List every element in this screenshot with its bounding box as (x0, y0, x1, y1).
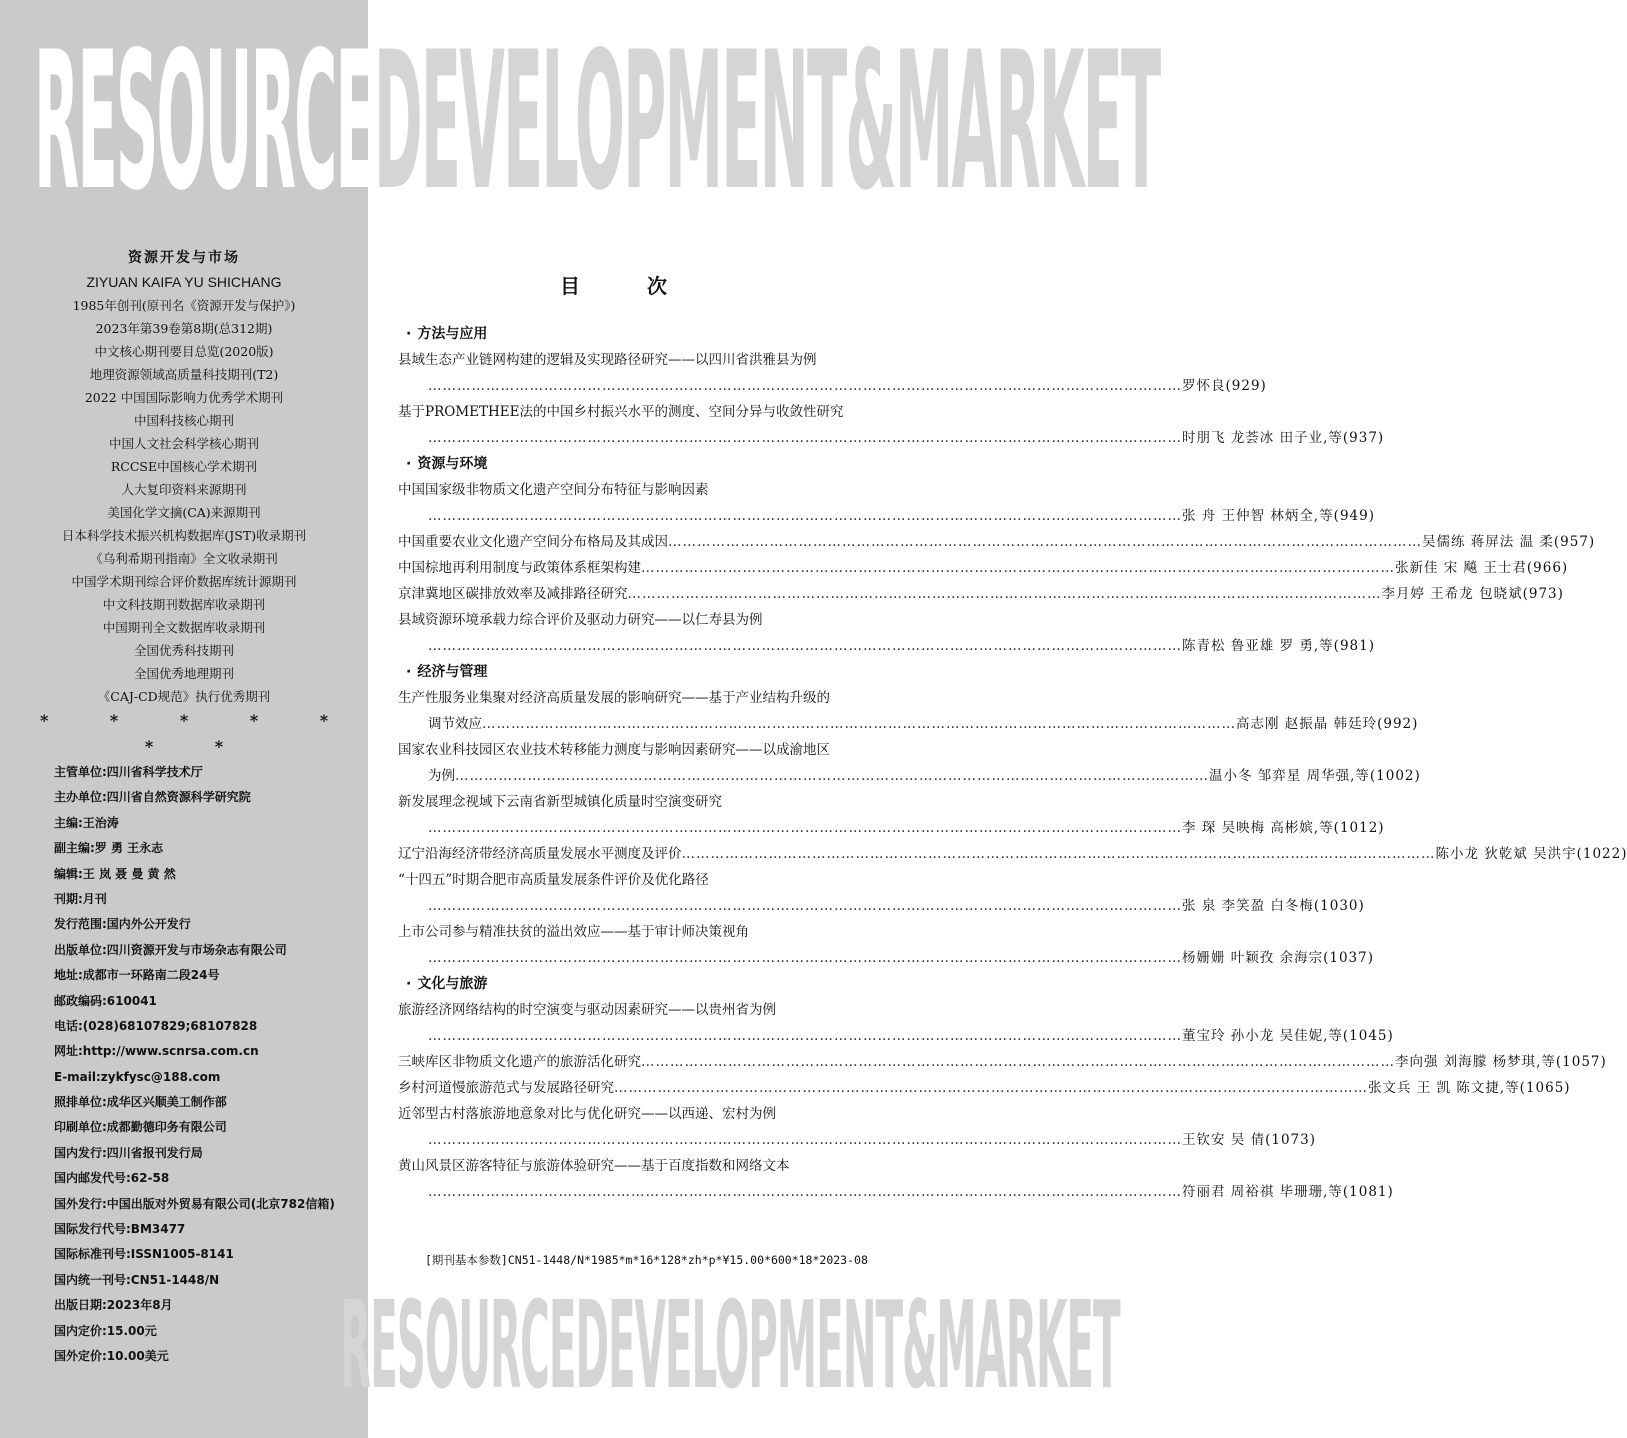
section-name: 经济与管理 (417, 664, 488, 680)
journal-index-line: 全国优秀科技期刊 (133, 643, 234, 658)
article-authors: 杨姗姗 叶颖孜 余海宗 (1182, 950, 1324, 966)
toc-article (398, 581, 1564, 607)
article-title: 旅游经济网络结构的时空演变与驱动因素研究——以贵州省为例 (398, 1002, 776, 1018)
dot-leader (428, 1023, 1182, 1049)
article-authors: 张新佳 宋 飚 王士君 (1395, 560, 1527, 576)
dot-leader (628, 581, 1382, 607)
toc-entry-line (398, 633, 1375, 659)
dot-leader (641, 1049, 1395, 1075)
article-page: (1002) (1369, 768, 1421, 784)
toc-article (398, 685, 1419, 737)
article-authors-page (1182, 425, 1384, 451)
article-authors-page (1382, 581, 1564, 607)
dot-leader (428, 893, 1182, 919)
publication-info-row: 邮政编码:610041 (54, 993, 157, 1008)
article-authors-page (1182, 633, 1375, 659)
article-title: 县域生态产业链网构建的逻辑及实现路径研究——以四川省洪雅县为例 (398, 352, 817, 368)
article-authors: 李 琛 吴映梅 高彬嫔,等 (1182, 820, 1334, 836)
article-authors: 符丽君 周裕祺 毕珊珊,等 (1182, 1184, 1343, 1200)
dot-leader (455, 763, 1209, 789)
article-title: 近邻型古村落旅游地意象对比与优化研究——以西递、宏村为例 (398, 1106, 776, 1122)
toc-entry-line (398, 763, 1421, 789)
article-authors: 张 泉 李笑盈 白冬梅 (1182, 898, 1314, 914)
article-authors-page (1436, 841, 1627, 867)
article-authors-page (1209, 763, 1421, 789)
toc-entry-line (398, 945, 1374, 971)
publication-info-row: 国际发行代号:BM3477 (54, 1222, 186, 1237)
journal-index-line: 中国期刊全文数据库收录期刊 (102, 620, 266, 635)
article-title: 基于PROMETHEE法的中国乡村振兴水平的测度、空间分异与收敛性研究 (398, 404, 844, 420)
publication-info-row: 国际标准刊号:ISSN1005-8141 (54, 1247, 234, 1262)
dot-leader (428, 503, 1182, 529)
publication-info-row: 主办单位:四川省自然资源科学研究院 (54, 790, 251, 805)
toc-article (398, 1075, 1571, 1101)
journal-index-line: 中国人文社会科学核心期刊 (108, 436, 259, 451)
toc-entry-line (398, 555, 1569, 581)
article-title: 三峡库区非物质文化遗产的旅游活化研究 (398, 1054, 641, 1070)
dot-leader (482, 711, 1236, 737)
article-authors-page (1182, 1179, 1394, 1205)
article-page: (973) (1522, 586, 1564, 602)
publication-info-row: 网址:http://www.scnrsa.com.cn (54, 1044, 259, 1059)
bottom-banner (340, 1277, 1120, 1416)
toc-article (398, 529, 1596, 555)
toc-article (398, 477, 1375, 529)
publication-info-row: 印刷单位:成都勤德印务有限公司 (54, 1120, 227, 1135)
dot-leader (668, 529, 1422, 555)
toc-article (398, 1101, 1316, 1153)
toc-entry-line (398, 1023, 1394, 1049)
article-page: (1030) (1313, 898, 1365, 914)
section-bullet: · (406, 976, 412, 992)
publication-info-row: 国内统一刊号:CN51-1448/N (54, 1272, 220, 1287)
article-authors: 董宝玲 孙小龙 吴佳妮,等 (1182, 1028, 1343, 1044)
journal-index-line: 1985年创刊(原刊名《资源开发与保护》) (72, 298, 296, 313)
journal-info (0, 246, 368, 756)
toc-entry-line (398, 1179, 1394, 1205)
article-authors-page (1182, 503, 1375, 529)
toc-entry-line (398, 815, 1385, 841)
journal-index-line: 日本科学技术振兴机构数据库(JST)收录期刊 (61, 528, 307, 543)
dot-leader (428, 373, 1182, 399)
article-authors: 罗怀良 (1182, 378, 1226, 394)
journal-index-line: 全国优秀地理期刊 (133, 666, 234, 681)
toc-article (398, 1153, 1394, 1205)
article-authors: 张 舟 王仲智 林炳全,等 (1182, 508, 1334, 524)
dot-leader (428, 425, 1182, 451)
dot-leader (428, 815, 1182, 841)
publication-info-row: 出版单位:四川资源开发与市场杂志有限公司 (54, 942, 287, 957)
article-authors-page (1395, 1049, 1607, 1075)
publication-info-row: 国外定价:10.00美元 (54, 1348, 169, 1363)
bottom-banner-text: RESOURCEDEVELOPMENT&MARKET (340, 1277, 1120, 1416)
article-page: (1037) (1323, 950, 1374, 966)
article-authors-page (1182, 1023, 1394, 1049)
article-authors-page (1368, 1075, 1571, 1101)
article-authors: 吴儒练 蒋屏法 温 柔 (1422, 534, 1554, 550)
journal-lines (0, 294, 368, 708)
article-title: 为例 (428, 768, 455, 784)
toc-entry-line (398, 529, 1596, 555)
journal-index-line: 《CAJ-CD规范》执行优秀期刊 (97, 689, 271, 704)
article-page: (957) (1553, 534, 1596, 550)
article-authors: 陈青松 鲁亚雄 罗 勇,等 (1182, 638, 1334, 654)
toc-article (398, 555, 1569, 581)
article-page: (1045) (1342, 1028, 1394, 1044)
article-authors-page (1182, 815, 1385, 841)
toc-article (398, 789, 1385, 841)
journal-index-line: 2022 中国国际影响力优秀学术期刊 (84, 390, 284, 405)
dot-leader (428, 633, 1182, 659)
toc-article (398, 737, 1421, 789)
publication-info-row: 国内定价:15.00元 (54, 1323, 157, 1338)
article-page: (1022) (1576, 846, 1627, 862)
article-title: 国家农业科技园区农业技术转移能力测度与影响因素研究——以成渝地区 (398, 742, 830, 758)
journal-index-line: 中国科技核心期刊 (133, 413, 234, 428)
article-title: 县域资源环境承载力综合评价及驱动力研究——以仁寿县为例 (398, 612, 763, 628)
dot-leader (682, 841, 1436, 867)
article-authors-page (1395, 555, 1568, 581)
section-name: 方法与应用 (417, 326, 488, 342)
stars-divider: * * * * * * * (39, 711, 357, 756)
publication-info-row: 编辑:王 岚 聂 曼 黄 然 (54, 866, 176, 881)
section-bullet: · (406, 326, 412, 342)
journal-index-line: RCCSE中国核心学术期刊 (110, 459, 258, 474)
journal-params: [期刊基本参数]CN51-1448/N*1985*m*16*128*zh*p*¥15.00*600*18*2023-08 (425, 1253, 868, 1267)
toc-section-heading (398, 451, 1000, 477)
article-authors-page (1182, 945, 1374, 971)
table-of-contents (398, 321, 1627, 1205)
article-title: 生产性服务业集聚对经济高质量发展的影响研究——基于产业结构升级的 (398, 690, 830, 706)
toc-section-heading (398, 971, 1000, 997)
article-page: (981) (1333, 638, 1375, 654)
article-page: (1073) (1265, 1132, 1316, 1148)
article-title: “十四五”时期合肥市高质量发展条件评价及优化路径 (398, 872, 709, 888)
article-page: (949) (1333, 508, 1375, 524)
publication-info (54, 760, 368, 1369)
section-bullet: · (406, 456, 412, 472)
publication-info-row: 副主编:罗 勇 王永志 (54, 841, 164, 856)
article-authors: 高志刚 赵振晶 韩廷玲 (1236, 716, 1378, 732)
journal-index-line: 人大复印资料来源期刊 (121, 482, 247, 497)
toc-article (398, 607, 1375, 659)
dot-leader (614, 1075, 1368, 1101)
toc-article (398, 1049, 1607, 1075)
article-title: 新发展理念视域下云南省新型城镇化质量时空演变研究 (398, 794, 722, 810)
publication-info-row: 出版日期:2023年8月 (54, 1298, 173, 1313)
publication-info-row: 主编:王治涛 (54, 815, 119, 830)
toc-section-heading (398, 659, 1000, 685)
toc-entry-line (398, 893, 1365, 919)
top-banner (0, 11, 1160, 232)
toc-article (398, 399, 1385, 451)
journal-index-line: 中文核心期刊要目总览(2020版) (94, 344, 274, 359)
journal-index-line: 地理资源领域高质量科技期刊(T2) (89, 367, 279, 382)
toc-article (398, 919, 1374, 971)
toc-entry-line (398, 373, 1267, 399)
toc-entry-line (398, 711, 1419, 737)
toc-article (398, 997, 1394, 1049)
article-authors: 李向强 刘海朦 杨梦琪,等 (1395, 1054, 1556, 1070)
article-title: 辽宁沿海经济带经济高质量发展水平测度及评价 (398, 846, 682, 862)
article-page: (992) (1377, 716, 1419, 732)
section-name: 文化与旅游 (417, 976, 488, 992)
article-title: 黄山风景区游客特征与旅游体验研究——基于百度指数和网络文本 (398, 1158, 790, 1174)
publication-info-row: 电话:(028)68107829;68107828 (54, 1018, 258, 1033)
banner-text-rest: DEVELOPMENT&MARKET (373, 11, 1160, 232)
banner-text (34, 11, 1160, 232)
article-page: (1012) (1333, 820, 1385, 836)
article-authors: 张文兵 王 凯 陈文捷,等 (1368, 1080, 1520, 1096)
publication-info-row: E-mail:zykfysc@188.com (54, 1069, 221, 1084)
article-authors: 陈小龙 狄乾斌 吴洪宇 (1435, 846, 1577, 862)
toc-title: 目 次 (560, 274, 697, 298)
article-page: (1057) (1555, 1054, 1607, 1070)
banner-text-resource: RESOURCE (34, 11, 374, 232)
journal-pinyin: ZIYUAN KAIFA YU SHICHANG (86, 274, 282, 290)
dot-leader (428, 1127, 1182, 1153)
publication-info-row: 地址:成都市一环路南二段24号 (54, 968, 220, 983)
toc-entry-line (398, 1075, 1571, 1101)
article-page: (1081) (1342, 1184, 1394, 1200)
article-authors: 王钦安 吴 倩 (1182, 1132, 1266, 1148)
article-title: 调节效应 (428, 716, 482, 732)
article-authors-page (1182, 1127, 1316, 1153)
toc-entry-line (398, 841, 1627, 867)
journal-index-line: 2023年第39卷第8期(总312期) (95, 321, 273, 336)
publication-info-row: 发行范围:国内外公开发行 (54, 917, 191, 932)
article-authors-page (1236, 711, 1418, 737)
article-page: (937) (1342, 430, 1385, 446)
article-page: (929) (1225, 378, 1267, 394)
publication-info-row: 国外发行:中国出版对外贸易有限公司(北京782信箱) (54, 1196, 335, 1211)
journal-index-line: 美国化学文摘(CA)来源期刊 (107, 505, 261, 520)
publication-info-row: 照排单位:成华区兴顺美工制作部 (54, 1095, 227, 1110)
dot-leader (428, 1179, 1182, 1205)
section-bullet: · (406, 664, 412, 680)
journal-index-line: 中文科技期刊数据库收录期刊 (102, 597, 266, 612)
article-authors: 时朋飞 龙荟冰 田子业,等 (1182, 430, 1343, 446)
article-page: (966) (1526, 560, 1569, 576)
article-authors: 温小冬 邹弈星 周华强,等 (1209, 768, 1370, 784)
article-title: 乡村河道慢旅游范式与发展路径研究 (398, 1080, 614, 1096)
toc-article (398, 347, 1267, 399)
publication-info-row: 国内邮发代号:62-58 (54, 1171, 170, 1186)
toc-entry-line (398, 425, 1385, 451)
publication-info-row: 主管单位:四川省科学技术厅 (54, 765, 203, 779)
toc-entry-line (398, 503, 1375, 529)
article-title: 中国重要农业文化遗产空间分布格局及其成因 (398, 534, 668, 550)
dot-leader (428, 945, 1182, 971)
dot-leader (641, 555, 1395, 581)
toc-article (398, 841, 1627, 867)
toc-section-heading (398, 321, 1000, 347)
article-title: 上市公司参与精准扶贫的溢出效应——基于审计师决策视角 (398, 924, 749, 940)
toc-entry-line (398, 1049, 1607, 1075)
journal-title: 资源开发与市场 (128, 250, 240, 266)
section-name: 资源与环境 (417, 456, 488, 472)
toc-article (398, 867, 1365, 919)
article-authors-page (1182, 893, 1365, 919)
article-title: 中国棕地再利用制度与政策体系框架构建 (398, 560, 641, 576)
journal-index-line: 《乌利希期刊指南》全文收录期刊 (90, 551, 278, 566)
article-page: (1065) (1519, 1080, 1571, 1096)
publication-info-row: 国内发行:四川省报刊发行局 (54, 1145, 203, 1160)
article-title: 中国国家级非物质文化遗产空间分布特征与影响因素 (398, 482, 709, 498)
toc-entry-line (398, 581, 1564, 607)
article-authors-page (1182, 373, 1267, 399)
journal-index-line: 中国学术期刊综合评价数据库统计源期刊 (71, 574, 297, 589)
toc-entry-line (398, 1127, 1316, 1153)
article-authors-page (1422, 529, 1595, 555)
article-title: 京津冀地区碳排放效率及减排路径研究 (398, 586, 628, 602)
article-authors: 李月婷 王希龙 包晓斌 (1381, 586, 1523, 602)
publication-info-row: 刊期:月刊 (54, 891, 107, 906)
